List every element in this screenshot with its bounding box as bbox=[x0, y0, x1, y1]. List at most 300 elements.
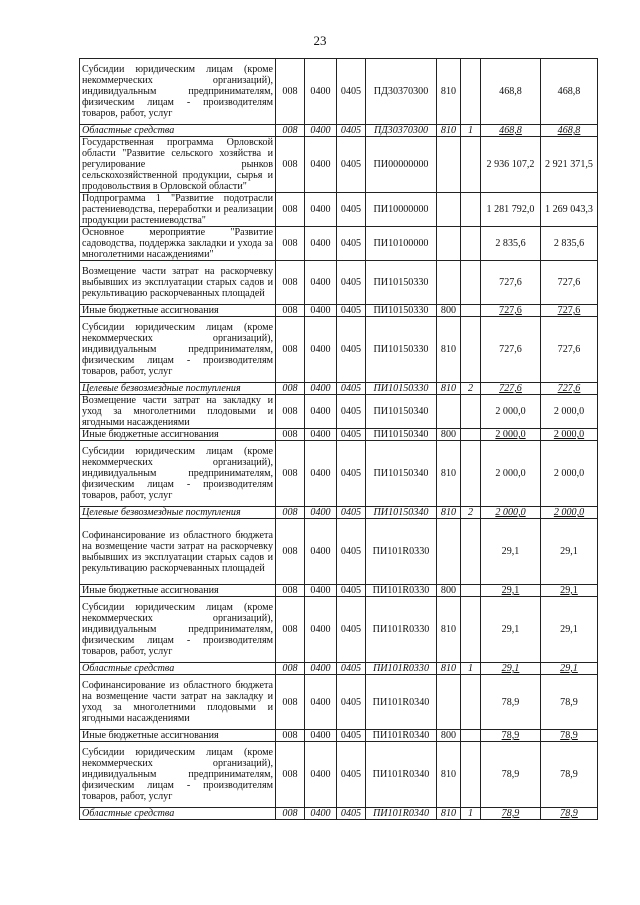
row-vr-cell bbox=[437, 305, 461, 317]
row-name-cell bbox=[80, 395, 276, 429]
row-source-text: 2 bbox=[467, 507, 474, 518]
row-sum-2020-cell bbox=[481, 730, 541, 742]
row-pr-cell bbox=[337, 317, 366, 383]
table-row bbox=[80, 395, 598, 429]
row-vr-cell bbox=[437, 193, 461, 227]
row-sum-2020-cell bbox=[481, 808, 541, 820]
row-sum-2021-text: 78,9 bbox=[560, 730, 578, 741]
row-rz-cell bbox=[305, 663, 337, 675]
row-name-text: Подпрограмма 1 "Развитие подотрасли растениеводства, переработки и реализации продукции растениеводства" bbox=[82, 193, 273, 226]
row-csr-cell bbox=[366, 441, 437, 507]
row-csr-text: ПИ10150330 bbox=[373, 383, 429, 394]
row-ved-text: 008 bbox=[282, 305, 298, 316]
row-rz-text: 0400 bbox=[310, 125, 331, 136]
row-sum-2021-cell bbox=[541, 383, 598, 395]
row-pr-text: 0405 bbox=[340, 468, 362, 479]
row-ved-cell bbox=[276, 429, 305, 441]
row-rz-cell bbox=[305, 507, 337, 519]
row-pr-text: 0405 bbox=[340, 585, 362, 596]
row-pr-cell bbox=[337, 507, 366, 519]
row-name-cell bbox=[80, 305, 276, 317]
row-ved-text: 008 bbox=[282, 507, 298, 518]
row-ved-cell bbox=[276, 193, 305, 227]
row-sum-2020-cell bbox=[481, 585, 541, 597]
row-sum-2020-cell bbox=[481, 59, 541, 125]
row-pr-cell bbox=[337, 663, 366, 675]
budget-table bbox=[79, 58, 598, 820]
row-sum-2021-text: 468,8 bbox=[557, 86, 581, 97]
row-rz-cell bbox=[305, 193, 337, 227]
row-source-cell bbox=[461, 305, 481, 317]
row-ved-cell bbox=[276, 441, 305, 507]
row-ved-cell bbox=[276, 227, 305, 261]
row-sum-2020-text: 727,6 bbox=[499, 344, 522, 355]
row-source-text: 2 bbox=[467, 383, 474, 394]
row-name-cell bbox=[80, 585, 276, 597]
table-row bbox=[80, 383, 598, 395]
row-ved-text: 008 bbox=[282, 344, 298, 355]
row-csr-cell bbox=[366, 429, 437, 441]
row-rz-cell bbox=[305, 305, 337, 317]
row-name-text: Возмещение части затрат на закладку и уход за многолетними плодовыми и ягодными насаждениями bbox=[82, 395, 273, 428]
row-source-cell bbox=[461, 125, 481, 137]
row-sum-2021-cell bbox=[541, 507, 598, 519]
row-vr-text: 800 bbox=[440, 429, 457, 440]
row-csr-text: ПИ10150330 bbox=[373, 305, 429, 316]
table-row bbox=[80, 59, 598, 125]
row-sum-2021-text: 29,1 bbox=[560, 585, 578, 596]
row-rz-text: 0400 bbox=[310, 277, 331, 288]
row-pr-cell bbox=[337, 597, 366, 663]
row-sum-2020-text: 2 000,0 bbox=[495, 468, 526, 479]
row-name-text: Субсидии юридическим лицам (кроме некоммерческих организаций), индивидуальным предпринимателям, физическим лицам - производителям товаров, работ, услуг bbox=[82, 446, 273, 501]
row-sum-2021-text: 1 269 043,3 bbox=[545, 204, 593, 215]
row-source-cell bbox=[461, 663, 481, 675]
row-pr-text: 0405 bbox=[340, 507, 362, 518]
table-row bbox=[80, 317, 598, 383]
row-pr-text: 0405 bbox=[340, 383, 362, 394]
row-sum-2020-text: 78,9 bbox=[501, 730, 520, 741]
row-csr-cell bbox=[366, 597, 437, 663]
table-row bbox=[80, 585, 598, 597]
row-vr-text: 810 bbox=[440, 507, 457, 518]
row-sum-2021-cell bbox=[541, 585, 598, 597]
row-source-cell bbox=[461, 507, 481, 519]
row-pr-cell bbox=[337, 59, 366, 125]
row-sum-2020-text: 2 000,0 bbox=[495, 507, 526, 518]
row-vr-text: 810 bbox=[440, 86, 457, 97]
row-csr-text: ПИ101R0340 bbox=[372, 730, 430, 741]
row-pr-cell bbox=[337, 125, 366, 137]
row-sum-2021-cell bbox=[541, 675, 598, 730]
row-source-cell bbox=[461, 137, 481, 193]
row-name-cell bbox=[80, 137, 276, 193]
row-source-cell bbox=[461, 317, 481, 383]
row-ved-text: 008 bbox=[282, 277, 298, 288]
table-row bbox=[80, 125, 598, 137]
row-vr-cell bbox=[437, 59, 461, 125]
row-sum-2021-cell bbox=[541, 261, 598, 305]
row-sum-2020-cell bbox=[481, 137, 541, 193]
row-pr-text: 0405 bbox=[340, 125, 362, 136]
row-sum-2021-text: 2 921 371,5 bbox=[545, 159, 593, 170]
row-vr-cell bbox=[437, 663, 461, 675]
row-rz-cell bbox=[305, 137, 337, 193]
row-vr-cell bbox=[437, 395, 461, 429]
row-name-text: Государственная программа Орловской области "Развитие сельского хозяйства и регулирование рынков сельскохозяйственной продукции, сырья и продовольствия в Орловской области" bbox=[82, 137, 273, 192]
row-sum-2020-text: 727,6 bbox=[499, 383, 522, 394]
table-row bbox=[80, 663, 598, 675]
row-sum-2020-cell bbox=[481, 383, 541, 395]
row-vr-cell bbox=[437, 597, 461, 663]
row-ved-cell bbox=[276, 507, 305, 519]
row-sum-2021-cell bbox=[541, 125, 598, 137]
row-sum-2021-text: 2 000,0 bbox=[553, 468, 585, 479]
row-rz-cell bbox=[305, 519, 337, 585]
row-vr-text: 810 bbox=[440, 125, 457, 136]
row-sum-2020-cell bbox=[481, 597, 541, 663]
row-ved-cell bbox=[276, 585, 305, 597]
row-sum-2020-text: 727,6 bbox=[499, 277, 522, 288]
row-rz-text: 0400 bbox=[310, 383, 331, 394]
row-name-text: Субсидии юридическим лицам (кроме некоммерческих организаций), индивидуальным предпринимателям, физическим лицам - производителям товаров, работ, услуг bbox=[82, 64, 273, 119]
row-csr-cell bbox=[366, 261, 437, 305]
row-vr-cell bbox=[437, 675, 461, 730]
row-pr-cell bbox=[337, 441, 366, 507]
row-pr-cell bbox=[337, 305, 366, 317]
row-rz-text: 0400 bbox=[310, 159, 331, 170]
row-csr-text: ПИ10100000 bbox=[373, 238, 429, 249]
row-sum-2021-text: 78,9 bbox=[560, 696, 578, 708]
row-ved-text: 008 bbox=[282, 238, 298, 249]
row-csr-text: ПИ101R0330 bbox=[372, 546, 430, 557]
row-source-cell bbox=[461, 808, 481, 820]
row-rz-text: 0400 bbox=[310, 663, 331, 674]
row-pr-cell bbox=[337, 519, 366, 585]
row-name-cell bbox=[80, 261, 276, 305]
row-source-cell bbox=[461, 395, 481, 429]
row-sum-2020-cell bbox=[481, 742, 541, 808]
row-sum-2020-text: 2 835,6 bbox=[495, 238, 526, 249]
row-name-text: Софинансирование из областного бюджета на возмещение части затрат на раскорчевку выбывших из эксплуатации старых садов и рекультивацию раскорчеванных площадей bbox=[82, 529, 273, 574]
row-rz-cell bbox=[305, 125, 337, 137]
table-row bbox=[80, 261, 598, 305]
row-ved-cell bbox=[276, 317, 305, 383]
row-sum-2020-cell bbox=[481, 675, 541, 730]
row-sum-2020-cell bbox=[481, 125, 541, 137]
row-ved-cell bbox=[276, 383, 305, 395]
row-rz-cell bbox=[305, 317, 337, 383]
row-name-cell bbox=[80, 507, 276, 519]
row-pr-cell bbox=[337, 585, 366, 597]
row-csr-text: ПИ101R0330 bbox=[372, 585, 430, 596]
row-csr-cell bbox=[366, 742, 437, 808]
row-ved-cell bbox=[276, 59, 305, 125]
row-sum-2020-text: 2 000,0 bbox=[495, 406, 526, 417]
row-source-cell bbox=[461, 261, 481, 305]
table-row bbox=[80, 808, 598, 820]
row-ved-text: 008 bbox=[282, 406, 298, 417]
row-pr-text: 0405 bbox=[340, 663, 362, 674]
row-name-text: Областные средства bbox=[82, 808, 175, 819]
row-name-text: Основное мероприятие "Развитие садоводства, поддержка закладки и ухода за многолетними насаждениями" bbox=[82, 227, 273, 260]
row-sum-2021-text: 29,1 bbox=[560, 663, 578, 674]
table-row bbox=[80, 441, 598, 507]
row-sum-2021-text: 29,1 bbox=[560, 546, 578, 557]
row-name-text: Субсидии юридическим лицам (кроме некоммерческих организаций), индивидуальным предпринимателям, физическим лицам - производителям товаров, работ, услуг bbox=[82, 747, 273, 802]
row-csr-cell bbox=[366, 585, 437, 597]
row-pr-cell bbox=[337, 675, 366, 730]
row-csr-text: ПИ101R0340 bbox=[372, 769, 430, 780]
row-ved-text: 008 bbox=[282, 769, 298, 780]
row-rz-cell bbox=[305, 429, 337, 441]
row-vr-text: 810 bbox=[440, 344, 457, 355]
row-ved-text: 008 bbox=[282, 624, 298, 635]
row-name-cell bbox=[80, 227, 276, 261]
row-sum-2021-cell bbox=[541, 137, 598, 193]
row-csr-cell bbox=[366, 507, 437, 519]
row-rz-text: 0400 bbox=[310, 406, 331, 417]
row-rz-text: 0400 bbox=[310, 86, 331, 97]
row-vr-cell bbox=[437, 507, 461, 519]
row-pr-cell bbox=[337, 261, 366, 305]
row-sum-2020-text: 29,1 bbox=[501, 663, 520, 674]
row-name-cell bbox=[80, 59, 276, 125]
row-ved-text: 008 bbox=[282, 696, 298, 708]
row-source-cell bbox=[461, 441, 481, 507]
row-sum-2020-cell bbox=[481, 441, 541, 507]
row-name-text: Областные средства bbox=[82, 663, 175, 674]
row-sum-2020-text: 468,8 bbox=[499, 125, 522, 136]
row-sum-2020-text: 29,1 bbox=[501, 624, 520, 635]
row-sum-2021-cell bbox=[541, 730, 598, 742]
row-sum-2020-text: 78,9 bbox=[501, 769, 520, 780]
row-pr-cell bbox=[337, 193, 366, 227]
row-sum-2020-text: 29,1 bbox=[501, 546, 520, 557]
row-sum-2021-cell bbox=[541, 597, 598, 663]
row-source-cell bbox=[461, 59, 481, 125]
row-name-cell bbox=[80, 383, 276, 395]
row-source-cell bbox=[461, 730, 481, 742]
row-name-cell bbox=[80, 675, 276, 730]
row-sum-2020-text: 2 936 107,2 bbox=[486, 159, 535, 170]
row-rz-cell bbox=[305, 730, 337, 742]
row-ved-text: 008 bbox=[282, 663, 298, 674]
row-source-cell bbox=[461, 742, 481, 808]
row-pr-cell bbox=[337, 742, 366, 808]
row-vr-cell bbox=[437, 137, 461, 193]
row-pr-text: 0405 bbox=[340, 808, 362, 819]
row-sum-2021-text: 2 835,6 bbox=[553, 238, 585, 249]
table-row bbox=[80, 305, 598, 317]
row-sum-2020-cell bbox=[481, 261, 541, 305]
row-source-cell bbox=[461, 675, 481, 730]
row-sum-2021-cell bbox=[541, 429, 598, 441]
row-source-cell bbox=[461, 227, 481, 261]
row-csr-cell bbox=[366, 305, 437, 317]
row-sum-2020-text: 468,8 bbox=[499, 86, 522, 97]
row-csr-text: ПИ101R0330 bbox=[372, 663, 430, 674]
row-csr-text: ПД30370300 bbox=[373, 86, 429, 97]
row-ved-cell bbox=[276, 742, 305, 808]
row-pr-text: 0405 bbox=[340, 204, 362, 215]
row-vr-cell bbox=[437, 441, 461, 507]
row-sum-2020-text: 78,9 bbox=[501, 808, 520, 819]
row-csr-text: ПИ10150340 bbox=[373, 406, 429, 417]
row-name-cell bbox=[80, 429, 276, 441]
row-name-cell bbox=[80, 597, 276, 663]
row-sum-2020-text: 727,6 bbox=[499, 305, 522, 316]
row-source-cell bbox=[461, 383, 481, 395]
row-csr-text: ПИ00000000 bbox=[373, 159, 429, 170]
row-ved-text: 008 bbox=[282, 383, 298, 394]
row-name-text: Софинансирование из областного бюджета на возмещение части затрат на закладку и уход за многолетними плодовыми и ягодными насаждениями bbox=[82, 680, 273, 724]
row-sum-2020-cell bbox=[481, 663, 541, 675]
row-rz-text: 0400 bbox=[310, 238, 331, 249]
row-rz-text: 0400 bbox=[310, 624, 331, 635]
row-sum-2021-text: 727,6 bbox=[557, 305, 581, 316]
row-sum-2021-cell bbox=[541, 441, 598, 507]
row-csr-cell bbox=[366, 730, 437, 742]
row-vr-cell bbox=[437, 429, 461, 441]
row-rz-text: 0400 bbox=[310, 585, 331, 596]
row-ved-cell bbox=[276, 808, 305, 820]
row-vr-text: 810 bbox=[440, 383, 457, 394]
row-name-text: Субсидии юридическим лицам (кроме некоммерческих организаций), индивидуальным предпринимателям, физическим лицам - производителям товаров, работ, услуг bbox=[82, 602, 273, 657]
row-ved-text: 008 bbox=[282, 125, 298, 136]
row-csr-cell bbox=[366, 193, 437, 227]
row-pr-cell bbox=[337, 395, 366, 429]
row-csr-cell bbox=[366, 808, 437, 820]
row-sum-2020-cell bbox=[481, 395, 541, 429]
table-row bbox=[80, 730, 598, 742]
row-pr-cell bbox=[337, 429, 366, 441]
row-rz-text: 0400 bbox=[310, 696, 331, 708]
row-sum-2020-cell bbox=[481, 429, 541, 441]
row-sum-2021-cell bbox=[541, 227, 598, 261]
table-row bbox=[80, 507, 598, 519]
row-pr-text: 0405 bbox=[340, 769, 362, 780]
row-ved-cell bbox=[276, 395, 305, 429]
row-pr-text: 0405 bbox=[340, 730, 362, 741]
row-csr-text: ПИ10150340 bbox=[373, 429, 429, 440]
row-sum-2020-text: 78,9 bbox=[501, 696, 520, 708]
row-ved-text: 008 bbox=[282, 429, 298, 440]
row-sum-2021-text: 2 000,0 bbox=[553, 406, 585, 417]
row-sum-2021-text: 468,8 bbox=[557, 125, 581, 136]
row-name-text: Иные бюджетные ассигнования bbox=[82, 730, 219, 741]
row-sum-2021-text: 727,6 bbox=[557, 383, 581, 394]
table-row bbox=[80, 742, 598, 808]
row-ved-cell bbox=[276, 675, 305, 730]
row-name-text: Целевые безвозмездные поступления bbox=[82, 383, 241, 394]
table-row bbox=[80, 137, 598, 193]
row-csr-cell bbox=[366, 125, 437, 137]
row-sum-2021-text: 2 000,0 bbox=[553, 507, 585, 518]
row-name-text: Иные бюджетные ассигнования bbox=[82, 429, 219, 440]
row-sum-2021-text: 78,9 bbox=[560, 808, 578, 819]
row-pr-text: 0405 bbox=[340, 277, 362, 288]
row-rz-cell bbox=[305, 227, 337, 261]
row-pr-text: 0405 bbox=[340, 429, 362, 440]
row-pr-text: 0405 bbox=[340, 238, 362, 249]
row-sum-2021-cell bbox=[541, 663, 598, 675]
row-ved-cell bbox=[276, 597, 305, 663]
row-source-cell bbox=[461, 519, 481, 585]
row-pr-text: 0405 bbox=[340, 159, 362, 170]
row-pr-cell bbox=[337, 227, 366, 261]
row-sum-2021-text: 78,9 bbox=[560, 769, 578, 780]
row-sum-2021-cell bbox=[541, 519, 598, 585]
row-pr-cell bbox=[337, 137, 366, 193]
row-rz-cell bbox=[305, 59, 337, 125]
row-name-text: Целевые безвозмездные поступления bbox=[82, 507, 241, 518]
row-csr-text: ПИ10150330 bbox=[373, 344, 429, 355]
row-ved-cell bbox=[276, 125, 305, 137]
row-csr-text: ПИ101R0340 bbox=[372, 808, 430, 819]
row-name-text: Иные бюджетные ассигнования bbox=[82, 305, 219, 316]
row-rz-text: 0400 bbox=[310, 730, 331, 741]
row-ved-text: 008 bbox=[282, 730, 298, 741]
table-row bbox=[80, 519, 598, 585]
row-name-cell bbox=[80, 441, 276, 507]
table-row bbox=[80, 597, 598, 663]
row-name-text: Возмещение части затрат на раскорчевку выбывших из эксплуатации старых садов и рекультивацию раскорчеванных площадей bbox=[82, 266, 273, 299]
row-sum-2021-cell bbox=[541, 742, 598, 808]
row-source-text: 1 bbox=[467, 125, 474, 136]
row-sum-2021-text: 29,1 bbox=[560, 624, 578, 635]
row-source-cell bbox=[461, 597, 481, 663]
row-name-cell bbox=[80, 519, 276, 585]
row-ved-text: 008 bbox=[282, 86, 298, 97]
row-rz-text: 0400 bbox=[310, 429, 331, 440]
row-pr-text: 0405 bbox=[340, 344, 362, 355]
row-sum-2020-cell bbox=[481, 227, 541, 261]
row-pr-text: 0405 bbox=[340, 86, 362, 97]
row-vr-text: 810 bbox=[440, 624, 457, 635]
row-name-cell bbox=[80, 125, 276, 137]
row-csr-cell bbox=[366, 317, 437, 383]
table-row bbox=[80, 193, 598, 227]
row-rz-cell bbox=[305, 597, 337, 663]
row-rz-text: 0400 bbox=[310, 769, 331, 780]
row-rz-cell bbox=[305, 675, 337, 730]
row-rz-cell bbox=[305, 395, 337, 429]
row-csr-text: ПИ101R0340 bbox=[372, 696, 430, 708]
row-csr-cell bbox=[366, 395, 437, 429]
row-sum-2021-text: 727,6 bbox=[557, 344, 581, 355]
row-sum-2021-cell bbox=[541, 305, 598, 317]
row-name-cell bbox=[80, 730, 276, 742]
row-csr-text: ПИ10150330 bbox=[373, 277, 429, 288]
row-rz-text: 0400 bbox=[310, 204, 331, 215]
table-row bbox=[80, 227, 598, 261]
row-ved-text: 008 bbox=[282, 808, 298, 819]
table-row bbox=[80, 675, 598, 730]
row-csr-cell bbox=[366, 59, 437, 125]
row-pr-text: 0405 bbox=[340, 546, 362, 557]
row-name-text: Иные бюджетные ассигнования bbox=[82, 585, 219, 596]
row-ved-cell bbox=[276, 663, 305, 675]
row-vr-cell bbox=[437, 261, 461, 305]
row-csr-text: ПД30370300 bbox=[373, 125, 429, 136]
row-sum-2021-cell bbox=[541, 193, 598, 227]
row-source-text: 1 bbox=[467, 663, 474, 674]
row-vr-cell bbox=[437, 383, 461, 395]
row-ved-text: 008 bbox=[282, 585, 298, 596]
row-vr-cell bbox=[437, 730, 461, 742]
row-sum-2020-text: 2 000,0 bbox=[495, 429, 526, 440]
